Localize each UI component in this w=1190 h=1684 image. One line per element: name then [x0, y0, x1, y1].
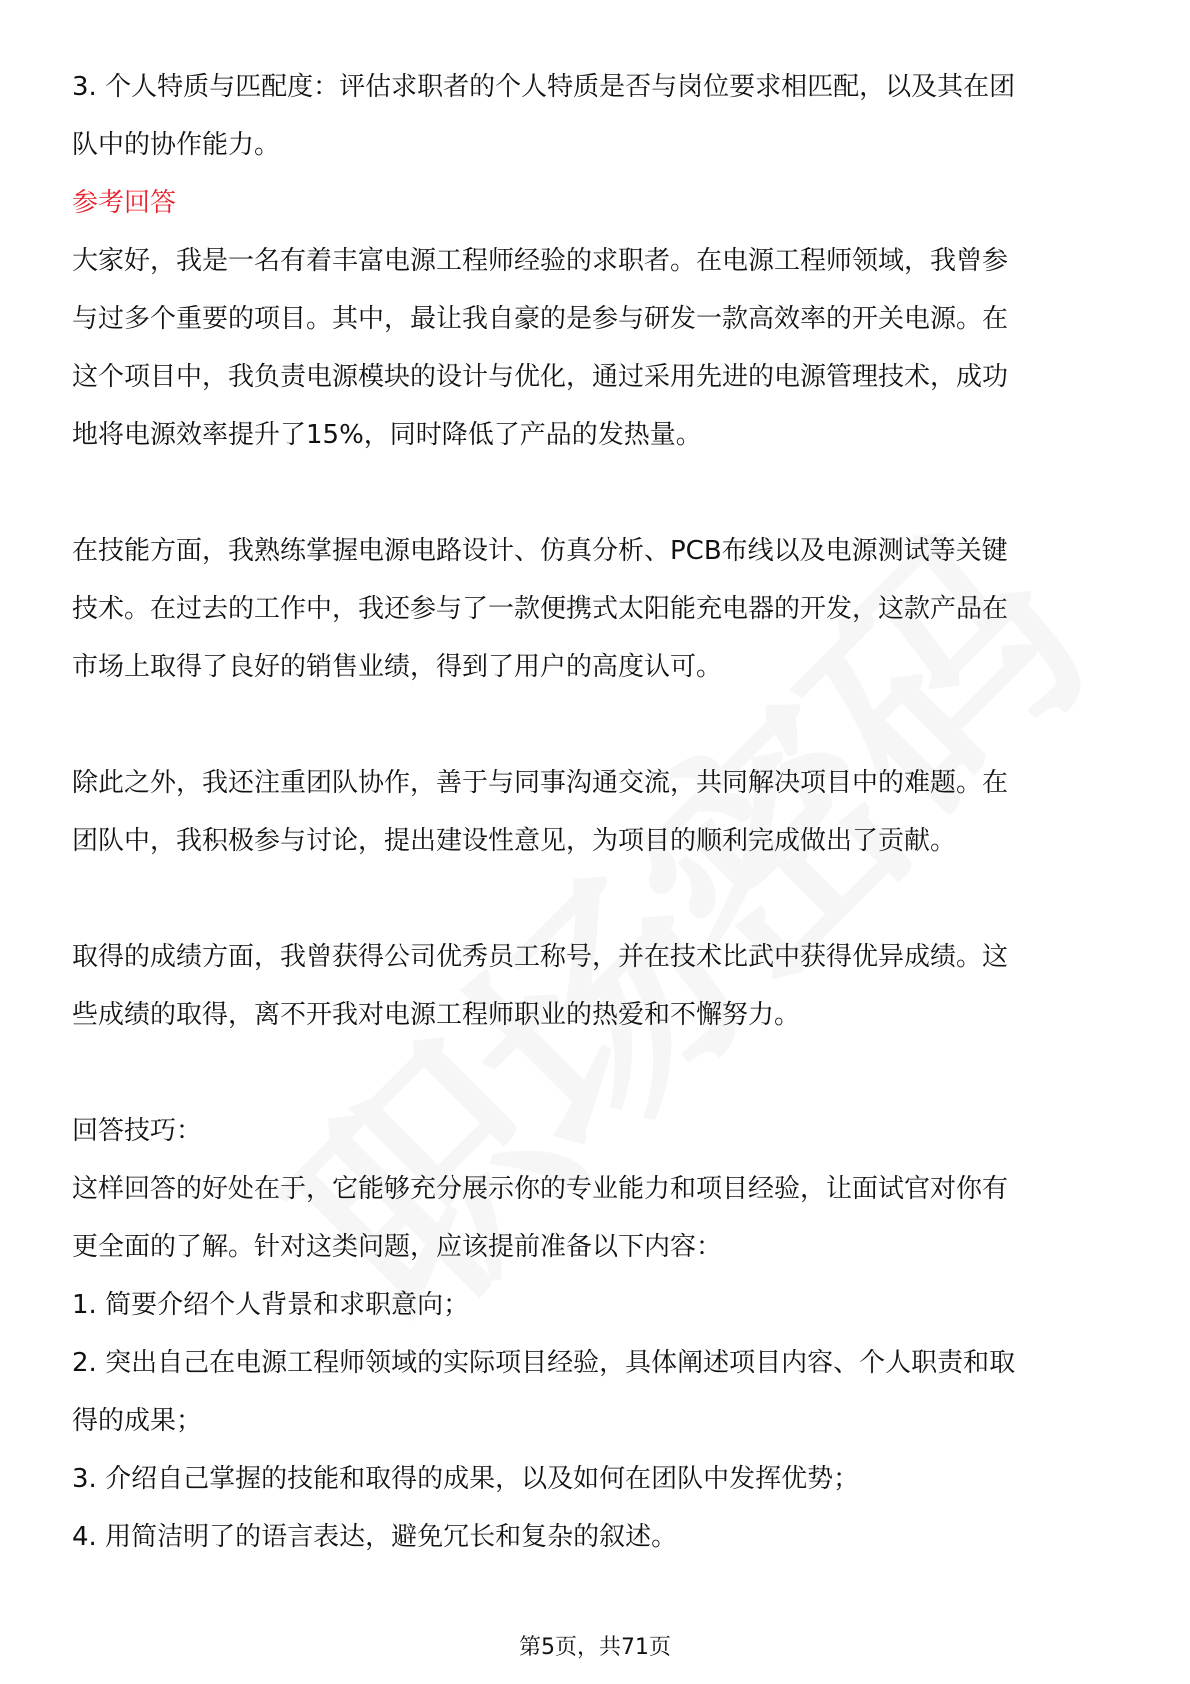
answer-paragraph-1	[72, 232, 1122, 464]
paragraph-gap	[72, 464, 1122, 522]
paragraph-line: 些成绩的取得，离不开我对电源工程师职业的热爱和不懈努力。	[72, 1000, 801, 1030]
paragraph-line: 取得的成绩方面，我曾获得公司优秀员工称号，并在技术比武中获得优异成绩。这	[72, 942, 1009, 972]
paragraph-gap	[72, 696, 1122, 754]
tips-line: 4. 用简洁明了的语言表达，避免冗长和复杂的叙述。	[72, 1522, 678, 1552]
tips-line: 3. 介绍自己掌握的技能和取得的成果，以及如何在团队中发挥优势；	[72, 1464, 860, 1494]
paragraph-line: 除此之外，我还注重团队协作，善于与同事沟通交流，共同解决项目中的难题。在	[72, 768, 1009, 798]
paragraph-gap	[72, 870, 1122, 928]
paragraph-line: 与过多个重要的项目。其中，最让我自豪的是参与研发一款高效率的开关电源。在	[72, 304, 1009, 334]
paragraph-line: 团队中，我积极参与讨论，提出建设性意见，为项目的顺利完成做出了贡献。	[72, 826, 957, 856]
tips-line: 1. 简要介绍个人背景和求职意向；	[72, 1290, 470, 1320]
page-content	[72, 58, 1122, 1566]
paragraph-line: 技术。在过去的工作中，我还参与了一款便携式太阳能充电器的开发，这款产品在	[72, 594, 1009, 624]
tips-line: 2. 突出自己在电源工程师领域的实际项目经验，具体阐述项目内容、个人职责和取	[72, 1348, 1016, 1378]
answer-paragraph-2	[72, 522, 1122, 696]
tips-line: 更全面的了解。针对这类问题，应该提前准备以下内容：	[72, 1232, 723, 1262]
paragraph-line: 市场上取得了良好的销售业绩，得到了用户的高度认可。	[72, 652, 723, 682]
page-number: 第5页，共71页	[519, 1635, 671, 1660]
paragraph-gap	[72, 1044, 1122, 1102]
paragraph-line: 在技能方面，我熟练掌握电源电路设计、仿真分析、PCB布线以及电源测试等关键	[72, 536, 1008, 566]
answer-paragraph-3	[72, 754, 1122, 870]
paragraph-line: 这个项目中，我负责电源模块的设计与优化，通过采用先进的电源管理技术，成功	[72, 362, 1009, 392]
tips-line: 这样回答的好处在于，它能够充分展示你的专业能力和项目经验，让面试官对你有	[72, 1174, 1009, 1204]
paragraph-line: 地将电源效率提升了15%，同时降低了产品的发热量。	[72, 420, 702, 450]
answer-heading: 参考回答	[72, 188, 177, 218]
criteria-item-3-cont: 队中的协作能力。	[72, 130, 281, 160]
answer-paragraph-4	[72, 928, 1122, 1044]
tips-list	[72, 1160, 1122, 1566]
paragraph-line: 大家好，我是一名有着丰富电源工程师经验的求职者。在电源工程师领域，我曾参	[72, 246, 1009, 276]
tips-heading: 回答技巧：	[72, 1116, 203, 1146]
criteria-item-3: 3. 个人特质与匹配度：评估求职者的个人特质是否与岗位要求相匹配，以及其在团	[72, 72, 1016, 102]
tips-line: 得的成果；	[72, 1406, 203, 1436]
